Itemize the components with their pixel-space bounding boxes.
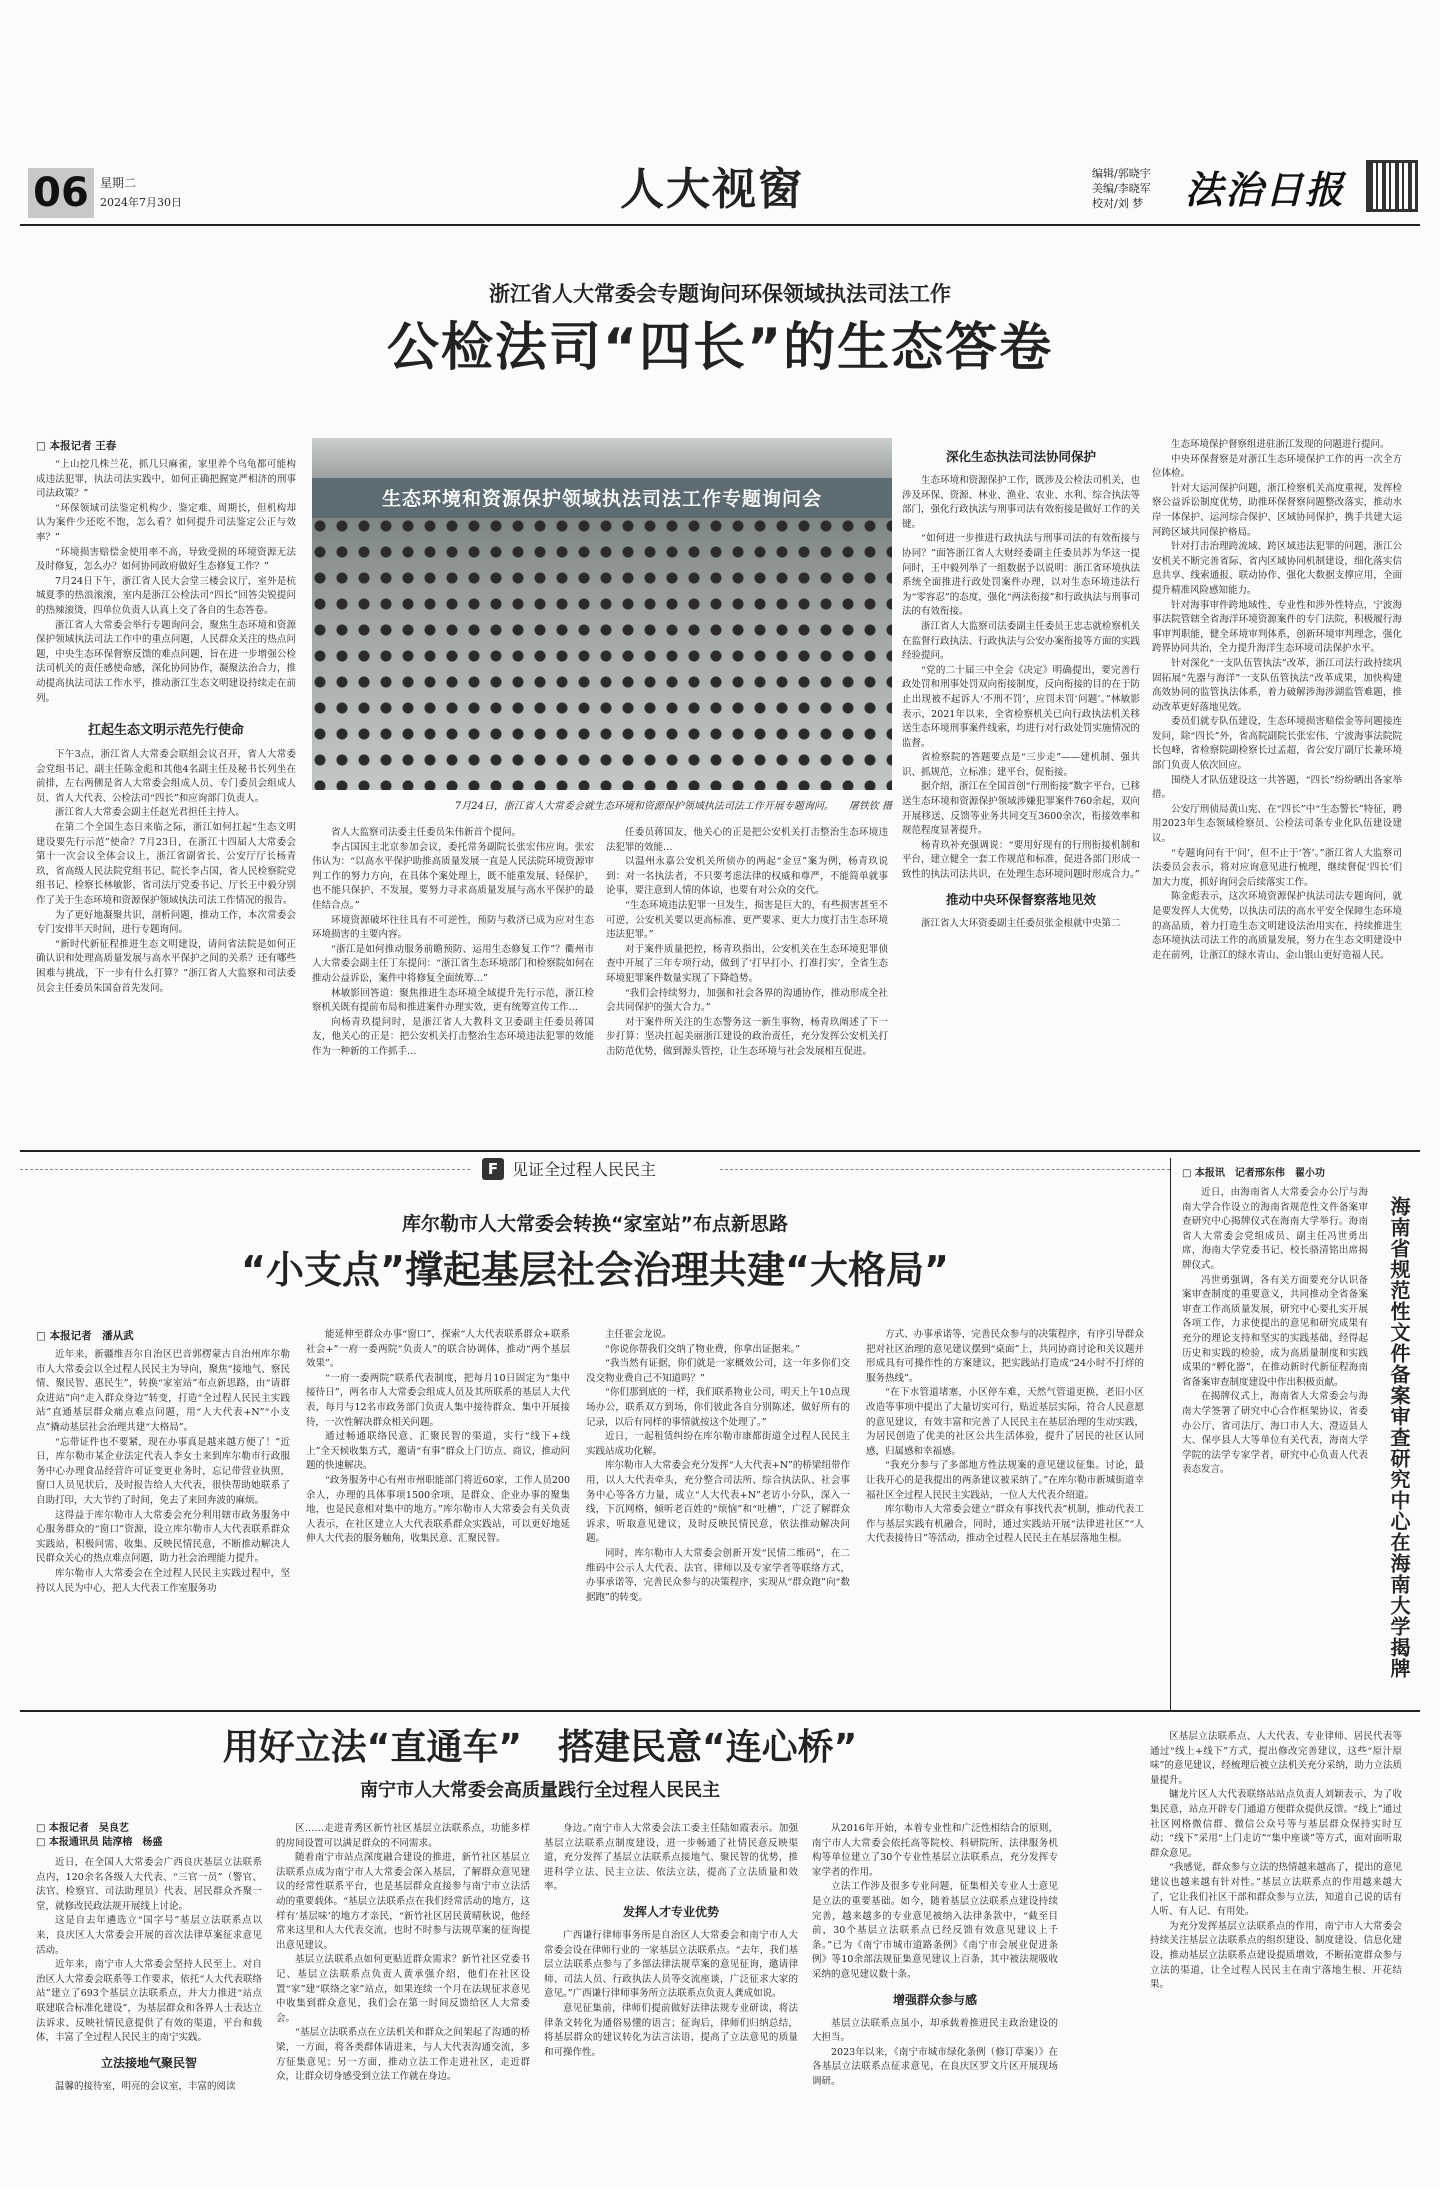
paragraph: 对于案件所关注的生态警务这一新生事物，杨青玖阐述了下一步打算：坚决扛起美丽浙江建设的政治责任，充分发挥公安机关打击防范优势，做到源头管控，让生态环境与社会发展相互促进。 [606,1016,888,1057]
paragraph: 陈金彪表示，这次环境资源保护执法司法专题询问，就是要发挥人大优势，以执法司法的高水平安全保障生态环境的高品质，着力打造生态文明建设法治用实在，持续推进生态环境执法司法工作的高质量发展，努力在生态文明建设中走在前列，让浙江的绿水青山、金山银山更好造福人民。 [1152,891,1402,961]
paragraph: “一府一委两院”联系代表制度，把每月10日固定为“集中接待日”，两名市人大常委会组成人员及其所联系的基层人大代表，每月与12名市政务部门负责人集中接待群众、集中开展接待，一次性解决群众相关问题。 [306,1372,570,1428]
paragraph: 公安厅刑侦局黄山宪、在“四长”中“生态警长”特征，聘用2023年生态领域检察员、公检法司条专业化队伍建设建议。 [1152,803,1402,845]
paragraph: “在下水管道堵塞，小区停车难，天然气管道更换，老旧小区改造等事项中提出了大量切实可行，贴近基层实际，符合人民意愿的意见建议，有效丰富和完善了人民民主在基层治理的生动实践，为居民创造了优美的社区公共生活体验，提升了居民的社区认同感，归属感和幸福感。 [866,1387,1144,1457]
paragraph: “忘带证件也不要紧，现在办事真是越来越方便了！”近日，库尔勒市某企业法定代表人李女士来到库尔勒市行政服务中心办理食品经营许可证变更业务时，忘记带营业执照，窗口人员见状后，及时报告给人大代表，很快帮助她联系了自助打印，大大节约了时间，免去了来回奔波的麻烦。 [36,1436,290,1506]
paragraph: 为了更好地凝聚共识，剖析问题，推动工作，本次常委会专门安排半天时间，进行专题询问。 [36,909,296,936]
editor-line: 编辑/郭晓宇 [1092,167,1151,180]
paragraph: 据介绍，浙江在全国首创“行刑衔接”数字平台，已移送生态环境和资源保护领域涉嫌犯罪案件760余起，双向开展移送、反馈等业务共同交互3600余次，衔接效率和规范程度显著提升。 [902,781,1140,837]
article2-col3 [586,1328,850,1605]
paragraph: “你说你帮我们交纳了物业费，你拿出证据来。” [605,1343,800,1355]
article1-col5 [1152,438,1402,963]
paragraph: 近年来，南宁市人大常委会坚持人民至上、对自治区人大常委会联系等工作要求，依托“人大代表联络站”建立了693个基层立法联系点，并大力推进“站点联建联合标准化建设”，为基层群众和各界人士表达立法诉求、反映社情民意提供了有效的渠道，平台和载体，丰富了全过程人民民主的南宁实践。 [36,1959,262,2044]
subheading: 增强群众参与感 [892,1992,977,2007]
article3-col4 [812,1822,1058,2090]
paragraph: 区……走进青秀区新竹社区基层立法联系点，功能多样的房间设置可以满足群众的不同需求。 [276,1823,530,1849]
paragraph: 在第二个全国生态日来临之际，浙江如何扛起“生态文明建设要先行示范”使命？7月23日，在浙江十四届人大常委会第十一次会议全体会议上，浙江省副省长、公安厅厅长杨青玖，省高级人民法院党组书记、院长李占国，省人民检察院党组书记、检察长林敏影，省司法厅党委书记、厅长王中毅分别作了关于生态环境和资源保护领域执法司法工作情况的报告。 [36,822,296,907]
paragraph: 立法工作涉及很多专业问题，征集相关专业人士意见是立法的重要基础。如今，随着基层立法联系点建设持续完善，越来越多的专业意见被纳入法律条款中，“截至目前，30个基层立法联系点已经反馈有效意见建议上千条。”已为《南宁市城市道路条例》《南宁市会展业促进条例》等10余部法规征集意见建议上百条，其中被法规吸收采纳的意见建议数十条。 [812,1881,1058,1980]
photo-ceiling [312,438,892,478]
article1-col2 [312,826,594,1060]
paragraph: 基层立法联系点如何更贴近群众需求？新竹社区党委书记、基层立法联系点负责人黄承强介绍，他们在社区设置“家”建“联络之家”站点，如果连续一个月在法规征求意见中收集到群众意见，我们会在第一时间反馈给区人大常委会。 [276,1954,530,2024]
paragraph: “我们会持续努力，加强和社会各界的沟通协作，推动形成全社会共同保护的强大合力。” [606,987,888,1014]
paragraph: 向杨青玖提问时，是浙江省人大教科文卫委副主任委员蒋国友，他关心的正是：把公安机关打击整治生态环境违法犯罪的效能作为一种新的工作抓手… [312,1016,594,1057]
paragraph: “我充分参与了多部地方性法规案的意见建议征集。讨论，最让我开心的是我提出的两条建议被采纳了。”在库尔勒市新城街道幸福社区全过程人民民主实践站，一位人大代表介绍道。 [866,1460,1144,1501]
paragraph: 李占国因主北京参加会议，委托常务副院长张宏伟应询。张宏伟认为：“以高水平保护助推高质量发展一直是人民法院环境资源审判工作的努力方向，在具体个案处理上，既不能重发展、轻保护，也不能只保护、不发展，要努力寻求高质量发展与高水平保护的最佳结合点。” [312,841,594,911]
paragraph: 围绕人才队伍建设这一共答题，“四长”纷纷晒出各家举措。 [1152,774,1402,801]
paragraph: “政务服务中心有州市州职能部门将近60家，工作人员200余人，办理的具体事项1500余项，是群众、企业办事的聚集地，也是民意相对集中的地方。”库尔勒市人大常委会有关负责人表示，在社区建立人大代表联系群众实践站，可以更好地延伸人大代表的服务触角，收集民意、汇聚民智。 [306,1474,570,1545]
paragraph: 浙江省人大环资委副主任委员张金根就中央第二 [921,917,1121,929]
banner-icon: F [482,1158,504,1180]
issue-date: 2024年7月30日 [100,196,182,209]
paragraph: 库尔勒市人大常委会在全过程人民民主实践过程中，坚持以人民为中心，把人大代表工作室服务功 [36,1567,290,1594]
weekday: 星期二 [100,176,137,190]
paragraph: 环境资源破坏往往具有不可逆性，预防与救济已成为应对生态环境损害的主要内容。 [312,914,594,941]
paragraph: 广西谦行律师事务所是自治区人大常委会和南宁市人大常委会设在律师行业的一家基层立法联系点。“去年，我们基层立法联系点参与了多部法律法规草案的意见征询，邀请律师、司法人员、行政执法人员等交流座谈，广泛征求大家的意见。”广西谦行律师事务所立法联系点负责人龚成如说。 [544,1929,798,2000]
paragraph: 生态环境保护督察组进驻浙江发现的问题进行提问。 [1171,439,1390,450]
paragraph: 7月24日下午，浙江省人民大会堂三楼会议厅，室外是杭城夏季的热浪滚滚，室内是浙江公检法司“四长”回答尖锐提问的热辣滚烫，四单位负责人认真上交了各自的生态答卷。 [36,575,296,616]
paragraph: 随着南宁市站点深度融合建设的推进，新竹社区基层立法联系点成为南宁市人大常委会深入基层，了解群众意见建议的经常性联系平台，也是基层群众直接参与南宁市立法活动的重要载体。“基层立法联系点在我们经常活动的地方，这样有‘基层味’的地方才亲民，“新竹社区居民黄晴秋说，他经常来这里和人大代表交流，也时不时参与法规草案的征询提出意见建议。 [276,1852,530,1951]
page-number: 06 [28,168,94,218]
paragraph: 基层立法联系点虽小，却承载着推进民主政治建设的大担当。 [812,2017,1058,2044]
subheading: 立法接地气聚民智 [100,2055,197,2070]
paragraph: 近年来，新疆维吾尔自治区巴音郭楞蒙古自治州库尔勒市人大常委会以全过程人民民主为导向，聚焦“接地气、察民情、聚民智、惠民生”，转换“家室站”布点新思路，由“请群众进站”向“走入群众身边”转变，打造“全过程人民民主实践站”直通基层群众痛点难点问题，用“人大代表+N”“小支点”撬动基层社会治理共建“大格局”。 [36,1349,290,1433]
editor-list [1092,166,1151,211]
paragraph: 从2016年开始，本着专业性和广泛性相结合的原则，南宁市人大常委会依托高等院校、科研院所、法律服务机构等单位建立了30个专业性基层立法联系点，充分发挥专家学者的作用。 [812,1823,1058,1878]
article2-kicker: 库尔勒市人大常委会转换“家室站”布点新思路 [402,1213,788,1235]
banner-rule-right [720,1169,1170,1170]
article1-kicker: 浙江省人大常委会专题询问环保领域执法司法工作 [489,282,951,306]
article2-col2 [306,1328,570,1547]
paragraph: “环保领域司法鉴定机构少、鉴定难、周期长，但机构却认为案件少还吃不饱，怎么看？如何提升司法鉴定公正与效率？” [36,502,296,543]
subheading: 扛起生态文明示范先行使命 [87,723,244,739]
paragraph: 温馨的接待室，明亮的会议室，丰富的阅读 [55,2080,236,2092]
meeting-photo [312,438,892,790]
paragraph: 针对海事审件跨地域性、专业性和涉外性特点，宁波海事法院管辖全省海洋环境资源案件的专门法院，积极履行海事审判职能，健全环境审判体系，创新环境审判理念，强化跨界协同共治，全力提升海洋生态环境司法保护水平。 [1152,599,1402,655]
subheading: 深化生态执法司法协同保护 [945,449,1096,464]
paragraph: 生态环境和资源保护工作，既涉及公检法司机关，也涉及环保、资源、林业、渔业、农业、水利、综合执法等部门，强化行政执法与刑事司法有效衔接是做好工作的关键。 [902,475,1140,530]
paragraph: 为充分发挥基层立法联系点的作用，南宁市人大常委会持续关注基层立法联系点的组织建设、制度建设、信息化建设，推动基层立法联系点建设提质增效，不断拓宽群众参与立法的渠道，让全过程人民民主在南宁落地生根、开花结果。 [1150,1920,1402,1991]
paragraph: “专题询问有干‘问’，但不止于‘答’。”浙江省人大监察司法委员会表示，将对应询意见进行梳理，继续督促‘四长’们加大力度，抓好询问会后续落实工作。 [1152,847,1402,888]
qr-code [1366,160,1418,212]
banner-rule-left [20,1169,470,1170]
paragraph: 通过畅通联络民意、汇聚民智的渠道，实行“线下+线上”全天候收集方式，邀请“有事”群众上门访点、商议，推动问题的快速解决。 [306,1431,570,1472]
paragraph: 针对大运河保护问题，浙江检察机关高度重视，发挥检察公益诉讼制度优势，助推环保督察问题整改落实，推动水岸一体保护、运河综合保护、区域协同保护，携手共建大运河跨区域共同保护格局。 [1152,482,1402,538]
article3-title: 用好立法“直通车” 搭建民意“连心桥” [222,1727,858,1768]
paragraph: “生态环境违法犯罪一旦发生，损害是巨大的，有些损害甚至不可逆，公安机关要以更高标准、更严要求、更大力度打击生态环境违法犯罪。” [606,899,888,941]
paragraph: 能延伸至群众办事“窗口”，探索“人大代表联系群众+联系社会+”一府一委两院“负责人”的联合协调体，推动“两个基层效果”。 [306,1329,570,1370]
editor-line: 美编/李晓军 [1092,182,1151,195]
sidebar-text [1182,1186,1368,1478]
newspaper-logo: 法治日报 [1185,167,1346,212]
article3-col2 [276,1822,530,2085]
photo-audience [312,518,892,790]
paragraph: 针对深化“一支队伍管执法”改革，浙江司法行政持续巩固拓展“先器与海洋”一支队伍管执法“改革成果，加快构建高效协同的监管执法体系，着力破解涉海涉湖监管难题，推动改革更好落地见效。 [1152,657,1402,713]
paragraph: 在揭牌仪式上，海南省人大常委会与海南大学签署了研究中心合作框架协议，省委办公厅、省司法厅、海口市人大、澄迈县人大、保亭县人大等单位有关代表，海南大学学院的法学专家学者，研究中心负责人代表表态发言。 [1182,1391,1368,1476]
paragraph: 对于案件质量把控，杨青玖指出，公安机关在生态环境犯罪侦查中开展了三年专项行动，做到了‘打早打小、打准打实’，全省生态环境犯罪案件数量实现了下降趋势。 [606,943,888,984]
banner-label: 见证全过程人民民主 [512,1160,657,1179]
paragraph: 近日，在全国人大常委会广西良庆基层立法联系点内，120余名各级人大代表、“三官一员”（警官、法官、检察官、司法助理员）代表、居民群众齐聚一堂，就修改民政法规开展线上讨论。 [36,1857,262,1912]
paragraph: “环境损害赔偿金使用率不高，导致受损的环境资源无法及时修复，怎么办？如何协同政府做好生态修复工作？” [36,546,296,573]
paragraph: 近日，由海南省人大常委会办公厅与海南大学合作设立的海南省规范性文件备案审查研究中心揭牌仪式在海南大学举行。海南省人大常委会党组成员、副主任冯世勇出席，海南大学党委书记、校长骆清铭出席揭牌仪式。 [1182,1187,1368,1271]
paragraph: 杨青玖补充强调说：“要用好现有的行刑衔接机制和平台，建立健全一套工作规范和标准，促进各部门形成一致性的执法司法共识，在处理生态环境问题时形成合力。” [902,839,1140,881]
paragraph: 库尔勒市人大常委会建立“群众有事找代表”机制，推动代表工作与基层实践有机融合，同时，通过实践站开展“法律进社区”“人大代表接待日”等活动，推动全过程人民民主在基层落地生根。 [866,1504,1144,1545]
paragraph: 同时，库尔勒市人大常委会创新开发“民情二维码”，在二维码中公示人大代表、法官、律师以及专家学者等联络方式，办事承诺等，完善民众参与的决策程序，实现从“群众跑”向“数据跑”的转变。 [586,1547,850,1603]
paragraph: 浙江省人大常委会举行专题询问会，聚焦生态环境和资源保护领域执法司法工作中的重点问题，人民群众关注的热点问题，中央生态环保督察反馈的难点问题，旨在进一步增强公检法司机关的责任感使命感，深化协同协作，凝聚法治合力，推动提高执法司法工作水平，推动浙江生态文明建设持续走在前列。 [36,619,296,704]
paragraph: “基层立法联系点在立法机关和群众之间架起了沟通的桥梁，一方面，将各类群体请进来，与人大代表沟通交流，多方征集意见；另一方面，推动立法工作走进社区，走近群众，让群众切身感受到立法工作就在身边。 [276,2027,530,2083]
paragraph: 这是自去年遴选立“国字号”基层立法联系点以来，良庆区人大常委会开展的首次法律草案征求意见活动。 [36,1915,262,1956]
paragraph: 委员们就专队伍建设，生态环境损害赔偿金等问题接连发问，除“四长”外，省高院副院长张宏伟、宁波海事法院院长包峰，省检察院副检察长过孟超，省公安厅副厅长兼环境部门负责人依次回应。 [1152,716,1402,772]
paragraph: 意见征集前，律师们提前做好法律法规专业研读，将法律条文转化为通俗易懂的语言；征询后，律师们归纳总结，将基层群众的建议转化为法言法语，提高了立法意见的质量和可操作性。 [544,2002,798,2058]
paragraph: “新时代新征程推进生态文明建设，请问省法院是如何正确认识和处理高质量发展与高水平保护之间的关系？还有哪些困难与挑战，下一步有什么打算？”浙江省人大监察和司法委员会主任委员朱国奋首先发问。 [36,938,296,994]
paragraph: 镛龙片区人大代表联络站站点负责人刘颖表示，为了收集民意，站点开辟专门通道方便群众提供反馈。“线上”通过社区网格微信群、微信公众号等与基层群众保持实时互动；“线下”采用“上门走访”“集中座谈”等方式，面对面听取群众意见。 [1150,1789,1402,1859]
article3-col1 [36,1822,262,2094]
article1-col4 [902,438,1140,931]
paragraph: 身边。”南宁市人大常委会法工委主任陆如霞表示。加强基层立法联系点制度建设，进一步畅通了社情民意反映渠道，充分发挥了基层立法联系点接地气、聚民智的优势，推进科学立法、民主立法、依法立法，提高了立法质量和效率。 [544,1823,798,1893]
paragraph: “我当然有证据，你们就是一家概效公司，这一年多你们交没交物业费自己不知道吗？” [586,1358,850,1384]
section-banner [20,1156,1170,1184]
paragraph: 中央环保督察是对浙江生态环境保护工作的再一次全方位体检。 [1152,453,1402,480]
article2-col4 [866,1328,1144,1547]
section-title: 人大视窗 [620,164,804,215]
subheading: 推动中央环保督察落地见效 [945,891,1096,907]
paragraph: 冯世勇强调，各有关方面要充分认识备案审查制度的重要意义，共同推动全省备案审查工作高质量发展，研究中心要扎实开展各项工作，力求使提出的意见和研究成果有充分的理论支持和坚实的实践基础，经得起历史和实践的检验，成为高质量制度和实践成果的“孵化器”，在推动新时代新征程海南省备案审查制度建设中作出积极贡献。 [1182,1274,1368,1388]
sidebar-title: 海南省规范性文件备案审查研究中心在海南大学揭牌 [1387,1196,1411,1679]
article1-col3 [606,826,888,1060]
paragraph: 林敏影回答道：聚焦推进生态环境全域提升先行示范，浙江检察机关既有提前布局和推进案件办理实效，更有统筹宣传工作… [312,987,594,1014]
photo-caption: 7月24日，浙江省人大常委会就生态环境和资源保护领域执法司法工作开展专题询问。 屠铁钦 摄 [454,801,892,812]
paragraph: 方式、办事承诺等，完善民众参与的决策程序，有序引导群众把对社区治理的意见建议摆到“桌面”上，共同协商讨论和关议题并形成具有可操作性的方案建议，把实践站打造成“24小时不打烊的服务热线”。 [866,1329,1144,1384]
paragraph: 浙江省人大常委会副主任赵光君担任主持人。 [55,807,246,819]
paragraph: 库尔勒市人大常委会充分发挥“人大代表+N”的桥梁纽带作用，以人大代表牵头，充分整合司法所、综合执法队、社会事务中心等各方力量，成立“人大代表+N”老访小分队，深入一线，下沉网格，倾听老百姓的“烦恼”和“吐槽”，广泛了解群众诉求，听取意见建议，及时反映民情民意，依法推动解决问题。 [586,1460,850,1545]
masthead [20,160,1420,222]
paragraph: 以温州永嘉公安机关所侦办的两起“金豆”案为例，杨青玖说到：对一名执法者，不只要考虑法律的权威和尊严，不能简单就事论事，要注意到人情的体谅，也要有对公众的交代。 [606,856,888,897]
article1-title: 公检法司“四长”的生态答卷 [386,318,1054,378]
subheading: 发挥人才专业优势 [622,1904,719,1919]
paragraph: 浙江省人大监察司法委副主任委员王忠志就检察机关在监督行政执法、行政执法与公安办案衔接等方面的实践经验提问。 [902,620,1140,662]
article3-col3 [544,1822,798,2060]
photo-banner-text: 生态环境和资源保护领域执法司法工作专题询问会 [381,488,822,510]
article2-reporter: □ 本报记者 潘从武 [36,1330,134,1342]
paragraph: 省检察院的答题要点是“三步走”——建机制、强共识、抓规范，立标准；建平台，促衔接。 [902,752,1140,778]
paragraph: 省人大监察司法委主任委员朱伟新首个提问。 [331,827,522,838]
paragraph: “你们那到底的一样，我们联系物业公司，明天上午10点现场办公，联系双方到场，你们彼此各自分别陈述，做好所有的记录，以后有同样的事情就按这个处理了。” [586,1387,850,1428]
paragraph: “党的二十届三中全会《决定》明确提出，要完善行政处罚和刑事处罚双向衔接制度，反向衔接的目的在于防止出现被不起诉人‘不刑不罚’，应罚未罚‘问题’。”林敏影表示，2021年以来，全省检察机关已向行政执法机关移送生态环境刑事案件线索，均进行对行政处罚实施情况的监督。 [902,664,1140,749]
paragraph: 针对打击治理跨流域、跨区域违法犯罪的问题，浙江公安机关不断完善省际、省内区域协同机制建设，细化落实信息共享、线索通报、联动协作、强化大数据支撑应用，全面提升精准风险感知能力。 [1152,541,1402,596]
paragraph: 下午3点，浙江省人大常委会联组会议召开，省人大常委会党组书记、副主任陈金彪和其他4名副主任及秘书长列坐在前排，左右两侧是省人大常委会组成人员、专门委员会组成人员、省人大代表、公检法司“四长”和应询部门负责人。 [36,749,296,804]
paragraph: 近日，一起租赁纠纷在库尔勒市康都街道全过程人民民主实践站成功化解。 [586,1431,850,1457]
paragraph: “我感觉，群众参与立法的热情越来越高了，提出的意见建议也越来越有针对性。”基层立法联系点的作用越来越大了，它让我们社区干部和群众参与立法，知道自己说的话有人听、有人记、有用处。 [1150,1862,1402,1918]
article1-col1 [36,458,296,996]
article3-col5 [1150,1730,1402,1993]
sidebar-byline: □ 本报讯 记者邢东伟 翟小功 [1182,1168,1325,1179]
paragraph: 任委员蒋国友，他关心的正是把公安机关打击整治生态环境违法犯罪的效能… [606,827,888,853]
article3-kicker: 南宁市人大常委会高质量践行全过程人民民主 [360,1780,720,1801]
article2-col1 [36,1348,290,1596]
paragraph: 区基层立法联系点、人大代表、专业律师、居民代表等通过“线上+线下”方式，提出修改完善建议，这些“原汁原味”的意见建议，经梳理后被立法机关充分采纳，助力立法质量提升。 [1150,1731,1402,1786]
sidebar-box [1182,1160,1420,1708]
article1-reporter: □ 本报记者 王春 [36,440,117,452]
paragraph: 这得益于库尔勒市人大常委会充分利用辖市政务服务中心服务群众的“窗口”资源，设立库尔勒市人大代表联系群众实践站，积极问需、收集、反映民情民意，不断推动解决人民群众关心的热点难点问题，助力社会治理能力提升。 [36,1509,290,1565]
article2-title: “小支点”撑起基层社会治理共建“大格局” [241,1248,949,1292]
paragraph: “上山挖几株兰花，抓几只麻雀，家里养个乌龟都可能构成违法犯罪，执法司法实践中，如何正确把握宽严相济的刑事司法政策？” [36,459,296,500]
paragraph: 2023年以来，《南宁市城市绿化条例（修订草案）》在各基层立法联系点征求意见，在良庆区罗文片区开展现场调研。 [812,2046,1058,2087]
paragraph: “浙江是如何推动服务前瞻预防、运用生态修复工作”？衢州市人大常委会副主任丁东提问：“浙江省生态环境部门和检察院如何在推动公益诉讼，案件中将修复全面统筹…” [312,943,594,984]
reporter-line: □ 本报记者 吴良艺 [36,1823,129,1834]
paragraph: “如何进一步推进行政执法与刑事司法的有效衔接与协同？”面答浙江省人大财经委副主任委员苏为华这一提问时，王中毅列举了一组数据予以说明：浙江省环境执法系统全面推进行政处罚案件办理，以对生态环境违法行为“零容忍”的态度，强化“两法衔接”和行政执法与刑事司法的有效衔接。 [902,533,1140,618]
reporter-line: □ 本报通讯员 陆淳榕 杨盛 [36,1837,163,1848]
editor-line: 校对/刘 梦 [1092,197,1144,210]
paragraph: 主任霍会龙说。 [605,1329,672,1340]
